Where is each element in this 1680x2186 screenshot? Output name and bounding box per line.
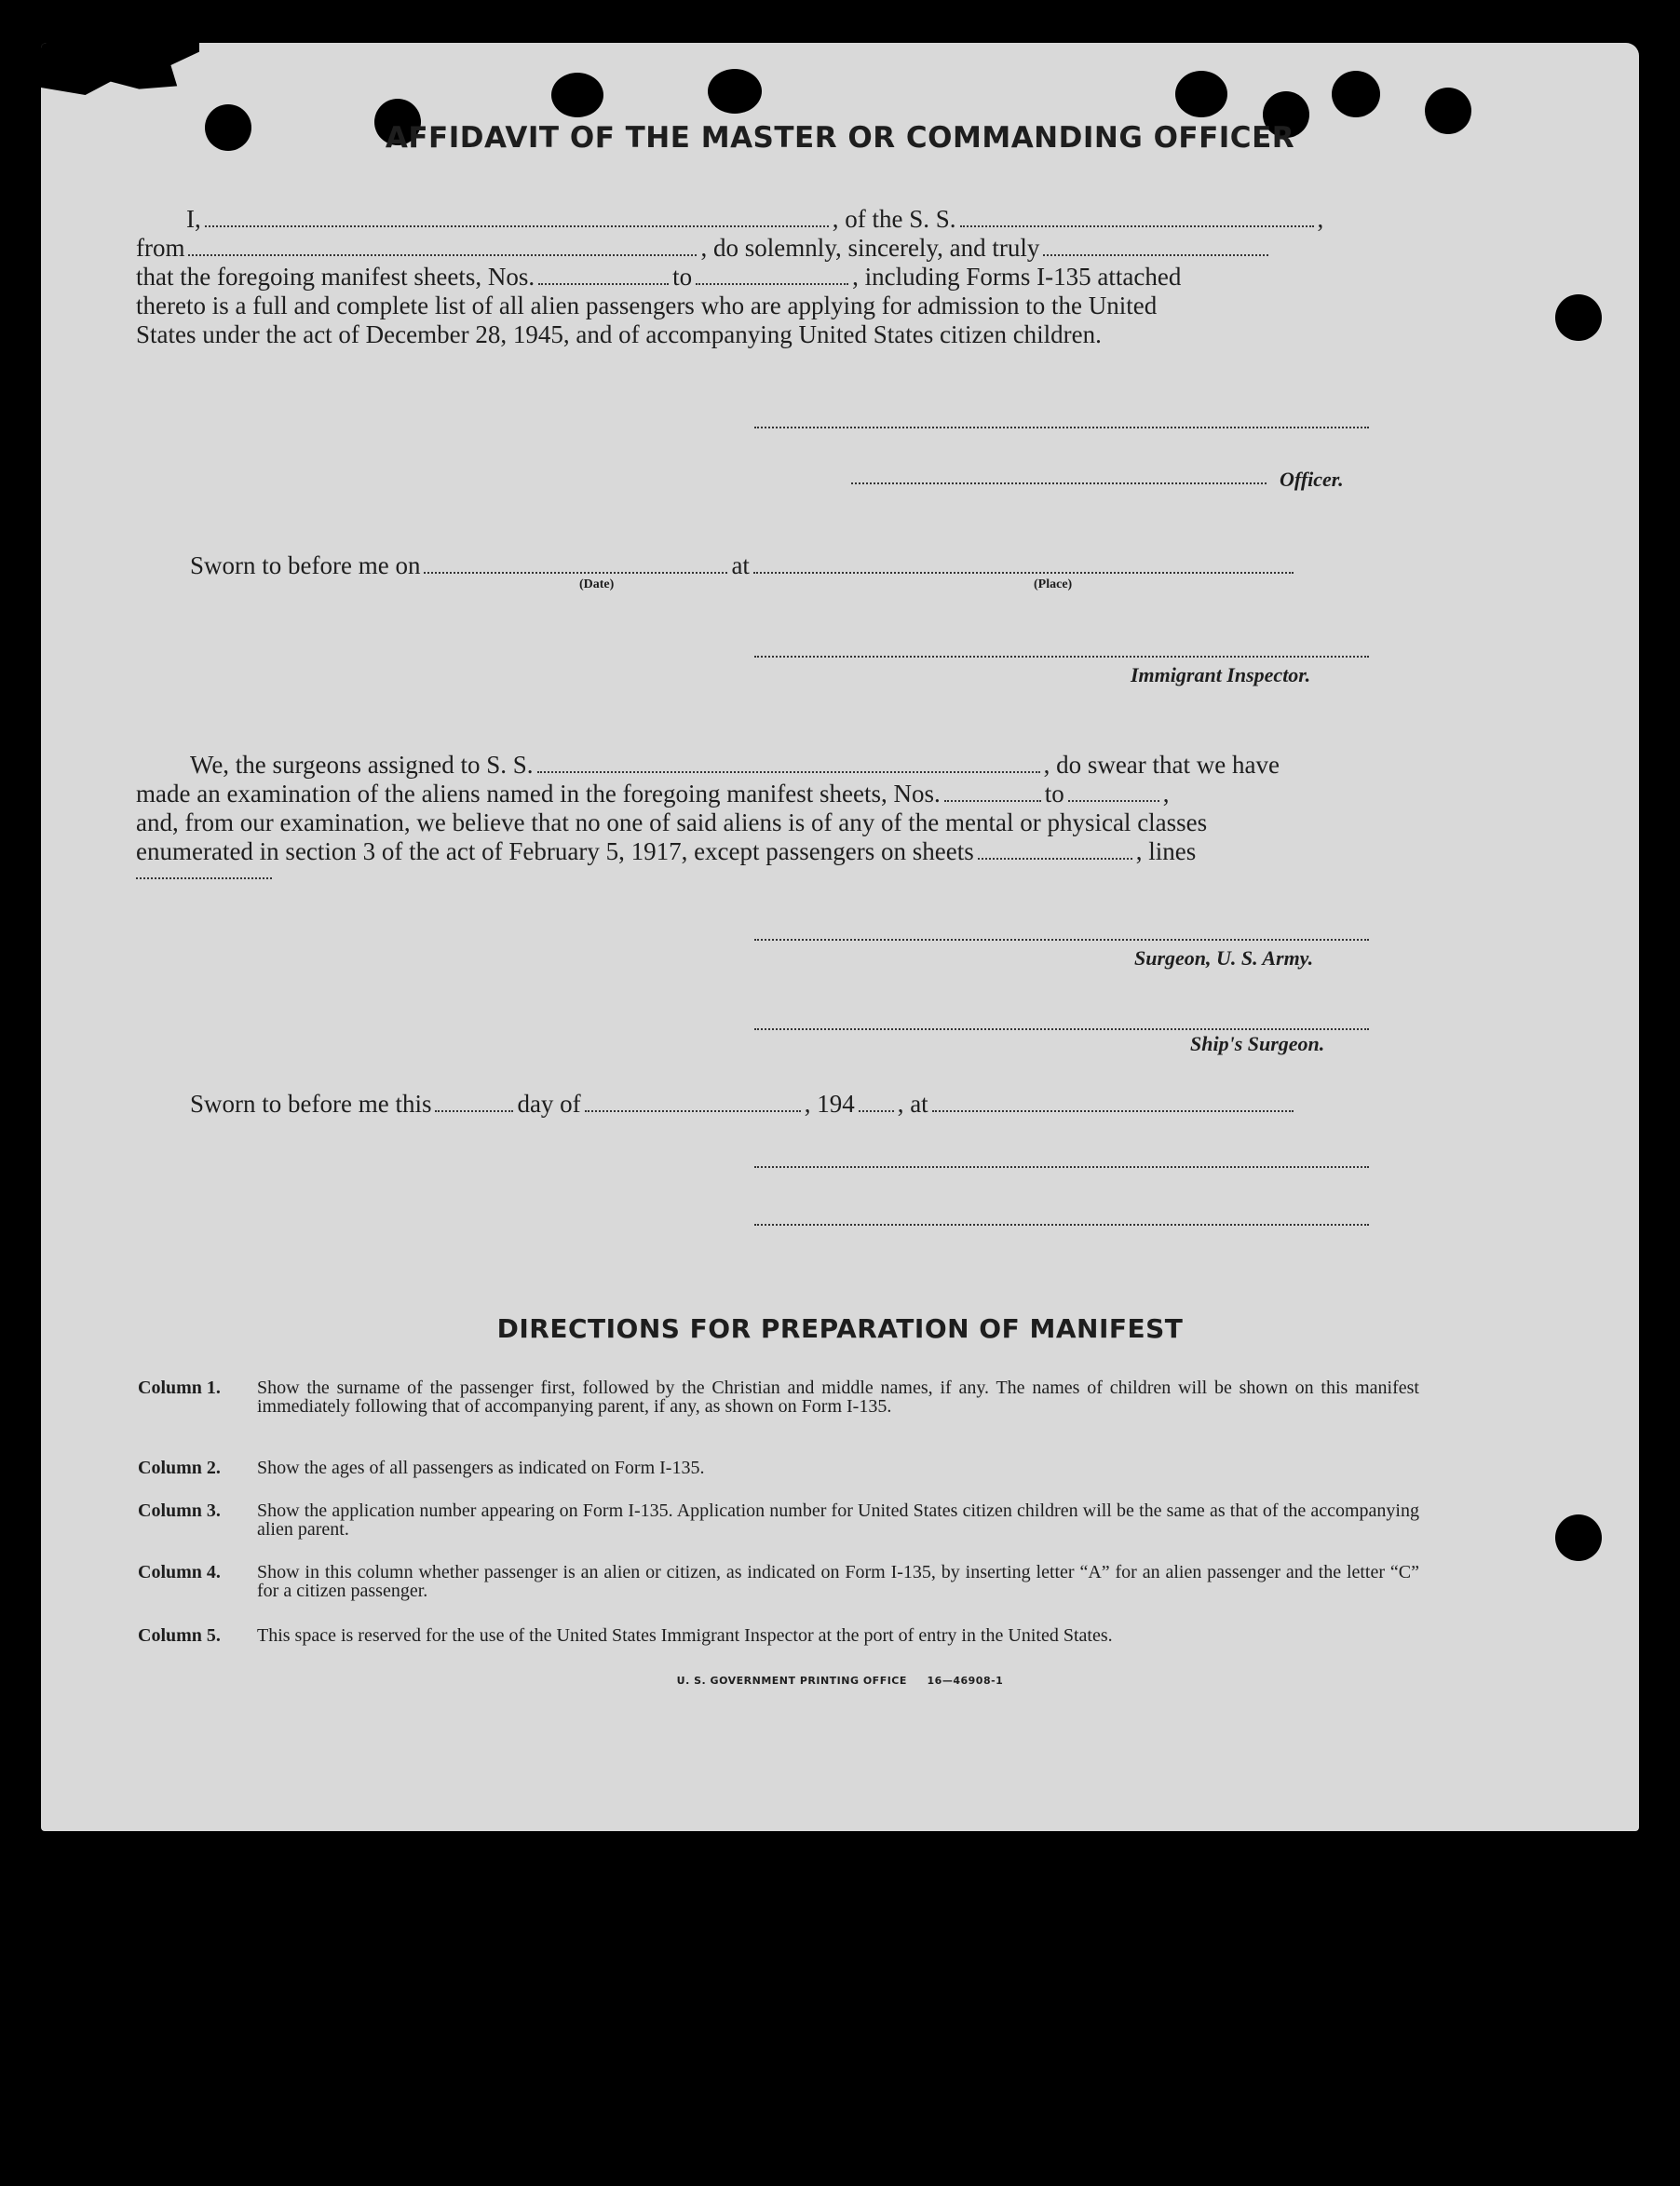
truly-field[interactable] [1043, 254, 1268, 256]
except-sheets-field[interactable] [978, 858, 1132, 860]
direction-label: Column 1. [138, 1378, 221, 1398]
inspector-signature-line[interactable] [754, 656, 1369, 658]
departure-port-field[interactable] [188, 254, 697, 256]
ship-name-field[interactable] [960, 225, 1314, 227]
direction-item [138, 1378, 1419, 1416]
sworn-place2-field[interactable] [932, 1110, 1294, 1112]
direction-item [138, 1459, 1419, 1477]
direction-text: Show the ages of all passengers as indicated on Form I-135. [257, 1458, 705, 1478]
direction-item [138, 1626, 1419, 1645]
affidavit-line-3: that the foregoing manifest sheets, Nos. to , including Forms I-135 attached [136, 263, 1182, 291]
punch-hole [1555, 1514, 1602, 1561]
printing-office-footer: U. S. GOVERNMENT PRINTING OFFICE 16—46908-1 [676, 1675, 1004, 1687]
surgeon-line-1: We, the surgeons assigned to S. S. , do swear that we have [190, 751, 1280, 779]
surgeon-line-3: and, from our examination, we believe that no one of said aliens is of any of the mental or physical classes [136, 808, 1208, 836]
sworn-place-field[interactable] [753, 572, 1294, 574]
officer-signature-line[interactable] [851, 482, 1267, 484]
army-surgeon-label: Surgeon, U. S. Army. [1134, 946, 1314, 970]
sworn-signature-line-1[interactable] [754, 1166, 1369, 1168]
direction-item [138, 1501, 1419, 1539]
surgeon-sheets-to-field[interactable] [1068, 800, 1159, 802]
punch-hole [1332, 71, 1380, 117]
direction-label: Column 5. [138, 1625, 221, 1646]
direction-text: Show in this column whether passenger is an alien or citizen, as indicated on Form I-135, by inserting letter “A” for an alien passenger and the letter “C” for a citizen passenger. [257, 1562, 1419, 1601]
ship-surgeon-label: Ship's Surgeon. [1190, 1032, 1325, 1055]
sworn-month-field[interactable] [585, 1110, 801, 1112]
affidavit-line-4: thereto is a full and complete list of all alien passengers who are applying for admission to the United [136, 292, 1158, 319]
inspector-label: Immigrant Inspector. [1131, 663, 1311, 686]
date-caption: (Date) [579, 577, 615, 591]
direction-text: Show the surname of the passenger first, followed by the Christian and middle names, if any. The names of children will be shown on this manifest immediately following that of accompanying parent, if any, as shown on Form I-135. [257, 1378, 1419, 1417]
directions-title: DIRECTIONS FOR PREPARATION OF MANIFEST [496, 1313, 1184, 1344]
direction-label: Column 3. [138, 1500, 221, 1521]
sheets-to-field[interactable] [696, 283, 848, 285]
signature-line[interactable] [754, 427, 1369, 428]
sworn-line-2: Sworn to before me this day of , 194 , at [190, 1092, 1297, 1117]
affidavit-title: AFFIDAVIT OF THE MASTER OR COMMANDING OFFICER [385, 121, 1295, 155]
officer-label: Officer. [1280, 468, 1344, 491]
affidavit-line-2: from , do solemnly, sincerely, and truly [136, 236, 1272, 261]
direction-label: Column 2. [138, 1458, 221, 1478]
surgeon-line-2: made an examination of the aliens named in the foregoing manifest sheets, Nos. to , [136, 780, 1170, 808]
direction-label: Column 4. [138, 1562, 221, 1582]
affidavit-line-5: States under the act of December 28, 1945, and of accompanying United States citizen children. [136, 320, 1102, 348]
punch-hole [551, 73, 603, 117]
master-name-field[interactable] [205, 225, 829, 227]
sworn-line-1: Sworn to before me on at [190, 553, 1297, 578]
surgeon-line-4: enumerated in section 3 of the act of February 5, 1917, except passengers on sheets , lines [136, 837, 1197, 865]
manifest-page [41, 43, 1639, 1831]
direction-text: Show the application number appearing on Form I-135. Application number for United States citizen children will be the same as that of the accompanying alien parent. [257, 1500, 1419, 1540]
surgeon-sheets-from-field[interactable] [944, 800, 1041, 802]
sworn-signature-line-2[interactable] [754, 1224, 1369, 1226]
surgeon-ship-field[interactable] [537, 771, 1040, 773]
punch-hole [1175, 71, 1227, 117]
torn-corner [41, 43, 199, 117]
army-surgeon-signature-line[interactable] [754, 939, 1369, 941]
lines-field[interactable] [136, 877, 272, 879]
sworn-day-field[interactable] [435, 1110, 513, 1112]
ship-surgeon-signature-line[interactable] [754, 1028, 1369, 1030]
punch-hole [1555, 294, 1602, 341]
sheets-from-field[interactable] [538, 283, 669, 285]
place-caption: (Place) [1034, 577, 1073, 591]
affidavit-line-1: I, , of the S. S. , [186, 205, 1324, 233]
sworn-date-field[interactable] [424, 572, 727, 574]
punch-hole [708, 69, 762, 114]
sworn-year-field[interactable] [859, 1110, 894, 1112]
direction-item [138, 1563, 1419, 1600]
direction-text: This space is reserved for the use of the United States Immigrant Inspector at the port of entry in the United States. [257, 1625, 1113, 1646]
